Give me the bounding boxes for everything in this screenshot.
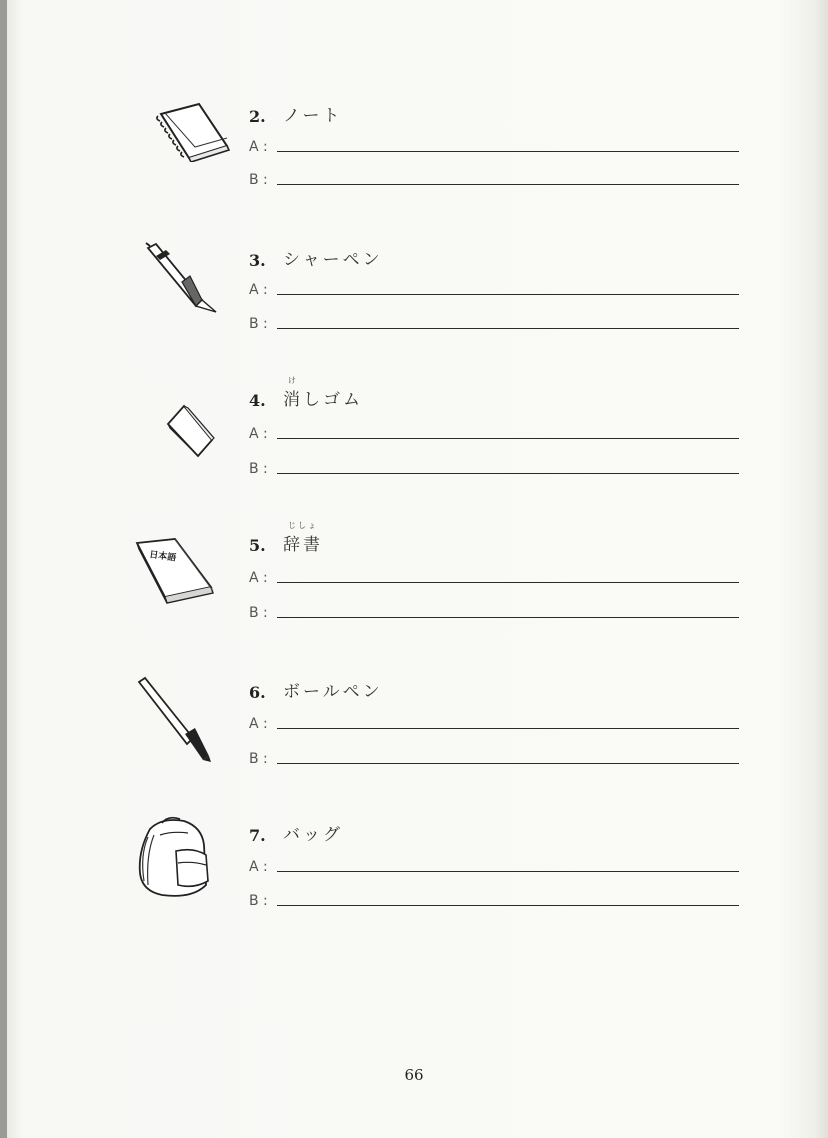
answer-line-a[interactable] (277, 728, 739, 729)
answer-line-b[interactable] (277, 473, 739, 474)
exercise-number: 2. (249, 107, 266, 126)
answer-line-b[interactable] (277, 328, 739, 329)
answer-label-a: A : (249, 282, 268, 298)
answer-row-a (249, 133, 739, 155)
answer-line-a[interactable] (277, 438, 739, 439)
ballpoint-pen-icon (137, 676, 213, 762)
answer-label-b: B : (249, 893, 268, 909)
answer-row-b (249, 455, 739, 477)
answer-label-b: B : (249, 172, 268, 188)
answer-label-a: A : (249, 426, 268, 442)
answer-label-b: B : (249, 751, 268, 767)
answer-line-a[interactable] (277, 151, 739, 152)
exercise-number: 6. (249, 683, 266, 702)
eraser-icon (164, 402, 216, 458)
answer-label-b: B : (249, 605, 268, 621)
vocab-word-kanji: じしょ 辞書 (283, 521, 323, 555)
exercise-5 (0, 521, 828, 645)
answer-line-a[interactable] (277, 582, 739, 583)
notebook-icon (155, 100, 231, 162)
exercise-number: 4. (249, 391, 266, 410)
answer-row-a (249, 276, 739, 298)
exercise-number: 3. (249, 251, 266, 270)
vocab-word: ボールペン (283, 682, 383, 702)
exercise-6 (0, 672, 828, 792)
answer-label-b: B : (249, 461, 268, 477)
exercise-heading (249, 240, 383, 270)
furigana: け (288, 376, 298, 385)
exercise-2 (0, 96, 828, 216)
vocab-word: シャーペン (283, 250, 383, 270)
vocab-word: バッグ (283, 825, 343, 845)
exercise-7 (0, 815, 828, 935)
answer-label-a: A : (249, 570, 268, 586)
vocab-word: ノート (283, 106, 343, 126)
backpack-icon (132, 815, 216, 901)
dictionary-cover-title: 日本語 (148, 550, 177, 564)
exercise-heading (249, 376, 363, 410)
exercise-heading (249, 815, 343, 845)
answer-line-a[interactable] (277, 871, 739, 872)
vocab-word-kanji: け 消 (283, 376, 303, 410)
answer-label-a: A : (249, 139, 268, 155)
page-number: 66 (404, 1066, 424, 1084)
vocab-word-kana: しゴム (303, 390, 363, 410)
dictionary-icon (135, 537, 215, 605)
answer-line-a[interactable] (277, 294, 739, 295)
exercise-4 (0, 376, 828, 500)
answer-row-a (249, 710, 739, 732)
answer-row-a (249, 564, 739, 586)
answer-row-b (249, 599, 739, 621)
answer-line-b[interactable] (277, 184, 739, 185)
exercise-heading (249, 672, 383, 702)
answer-row-b (249, 887, 739, 909)
furigana: じしょ (288, 521, 318, 530)
exercise-heading (249, 96, 343, 126)
exercise-number: 5. (249, 536, 266, 555)
answer-row-b (249, 745, 739, 767)
answer-row-b (249, 166, 739, 188)
answer-line-b[interactable] (277, 905, 739, 906)
answer-label-b: B : (249, 316, 268, 332)
exercise-number: 7. (249, 826, 266, 845)
exercise-heading (249, 521, 323, 555)
mechanical-pencil-icon (144, 242, 222, 316)
answer-line-b[interactable] (277, 763, 739, 764)
answer-row-a (249, 420, 739, 442)
answer-row-a (249, 853, 739, 875)
answer-label-a: A : (249, 859, 268, 875)
exercise-3 (0, 240, 828, 360)
answer-label-a: A : (249, 716, 268, 732)
answer-row-b (249, 310, 739, 332)
answer-line-b[interactable] (277, 617, 739, 618)
